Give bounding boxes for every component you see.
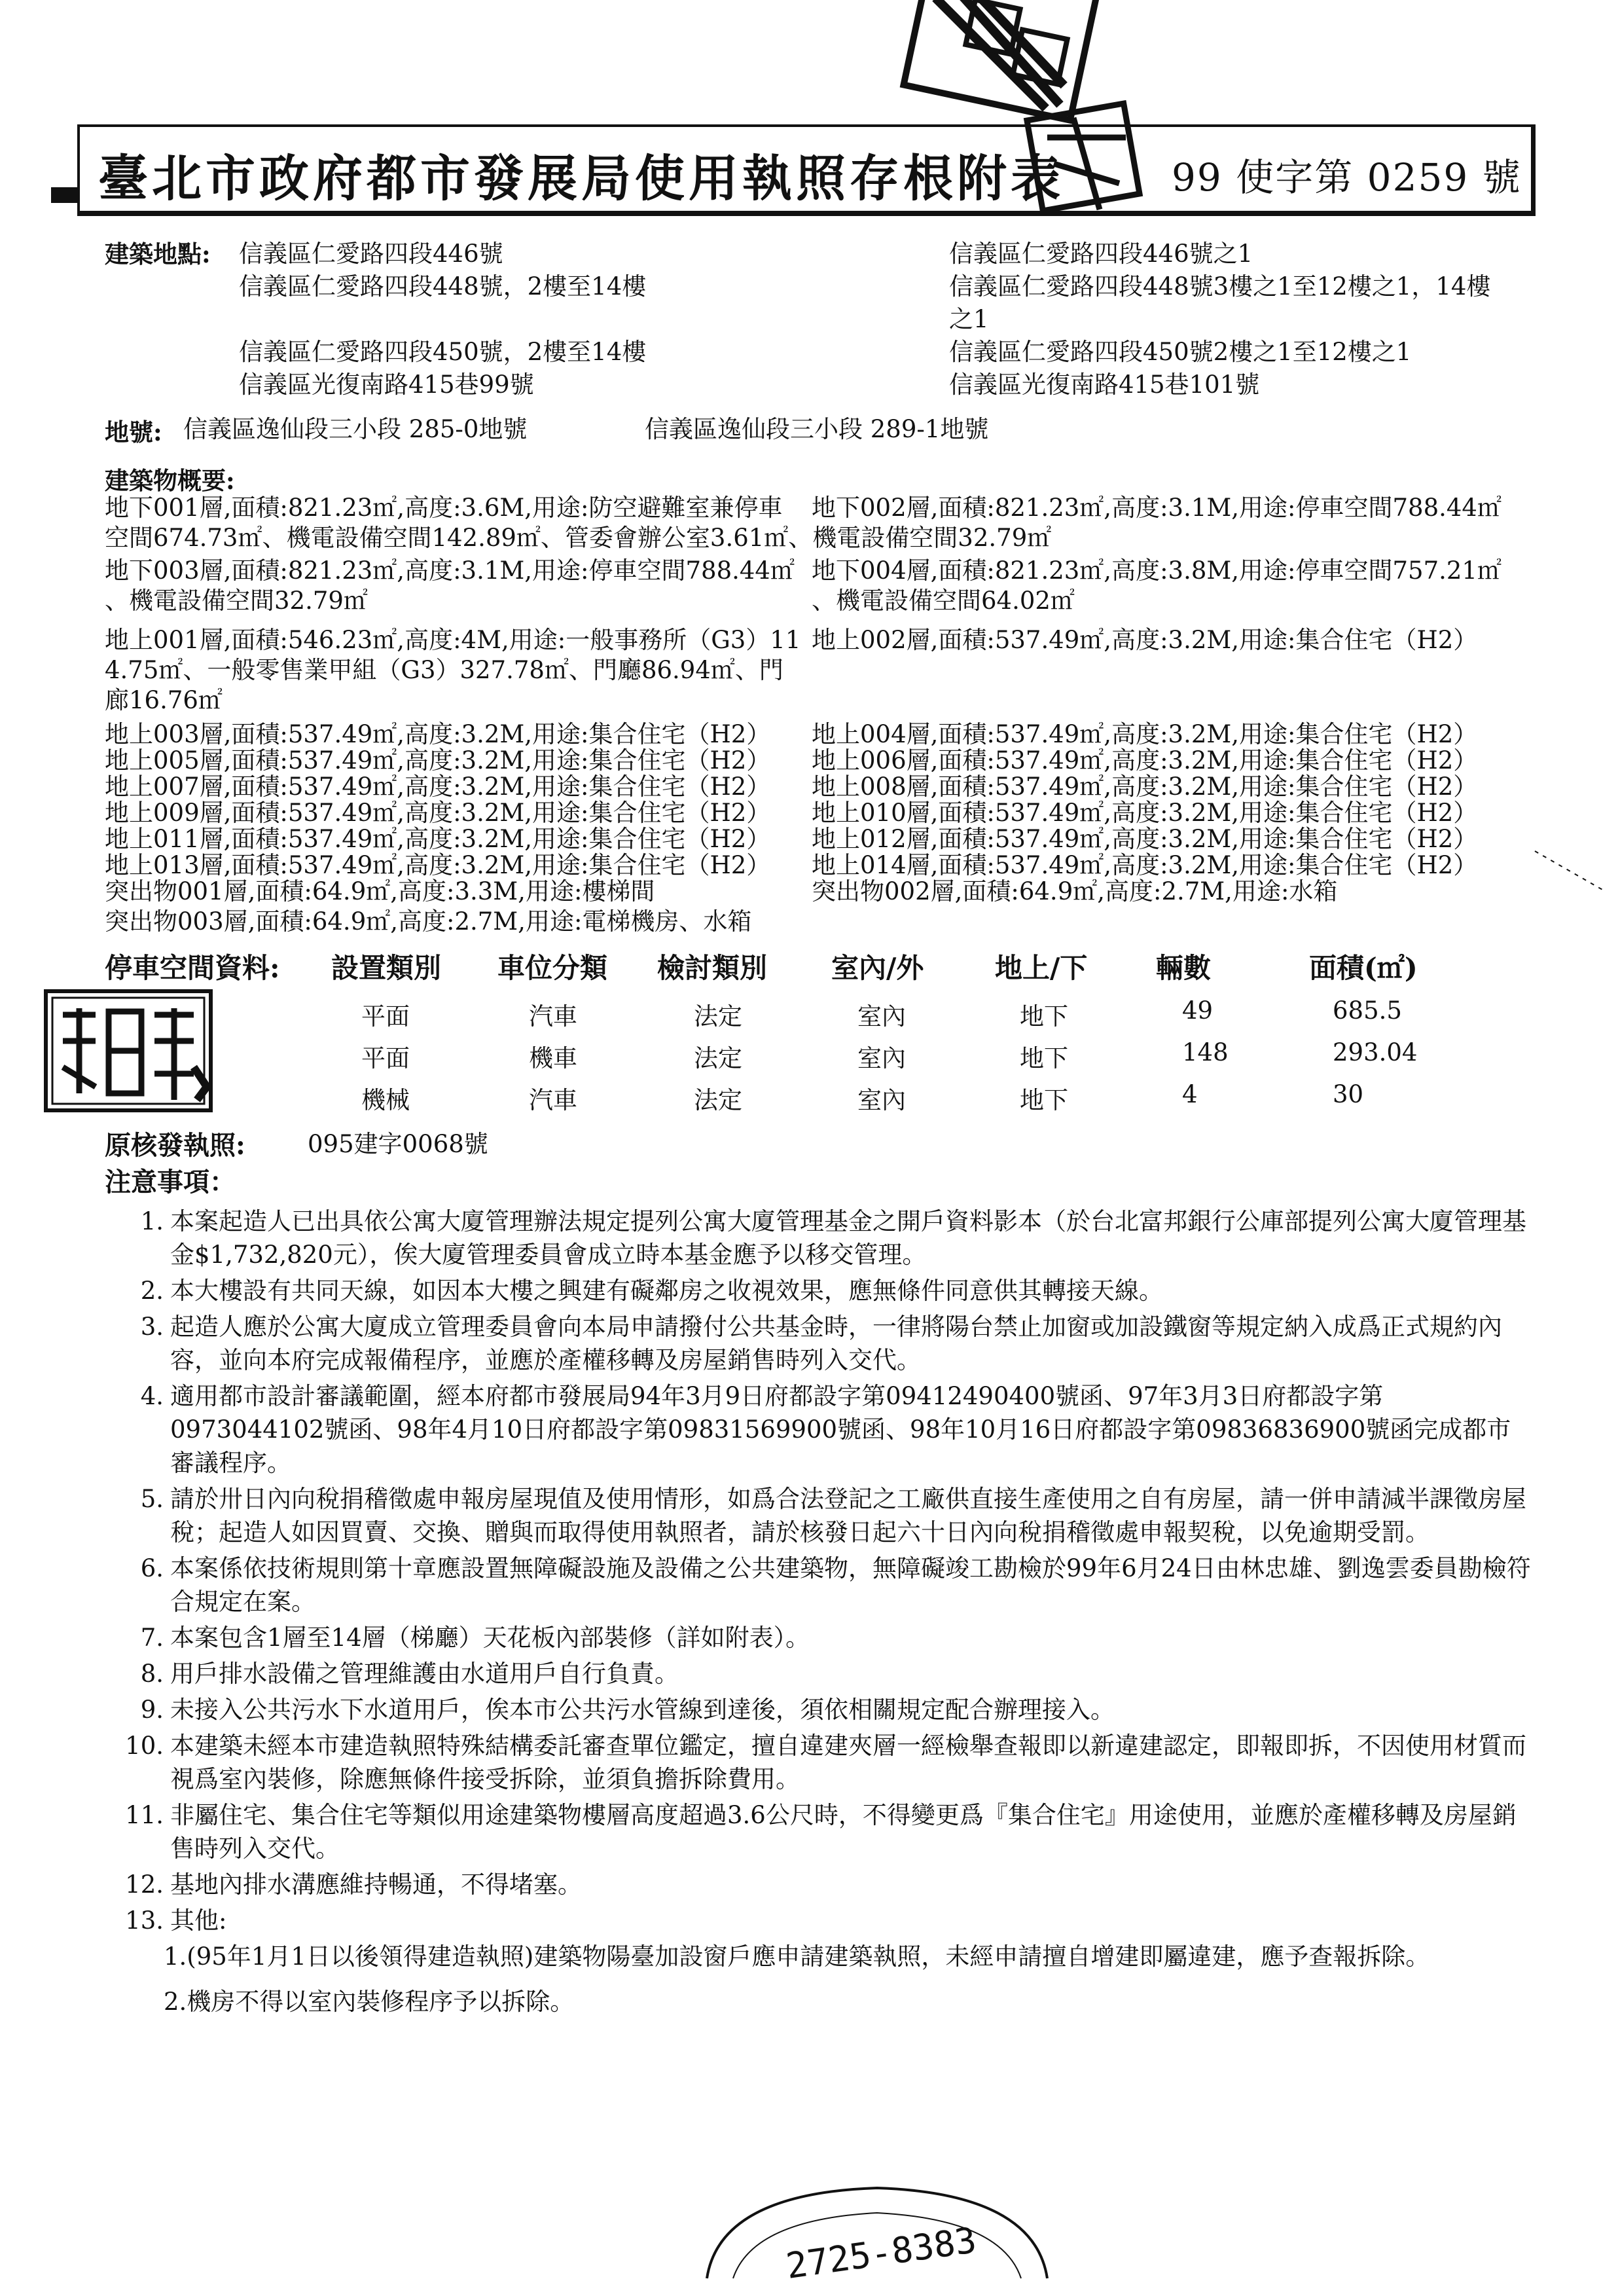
note-number: 5.	[140, 1485, 164, 1513]
floor-left-1: 地上003層,面積:537.49㎡,高度:3.2M,用途:集合住宅（H2）	[105, 720, 771, 748]
parking-header-5: 地上/下	[995, 952, 1088, 984]
note-item	[124, 1904, 1532, 1937]
note-sub-item: 2.機房不得以室內裝修程序予以拆除。	[164, 1988, 575, 2016]
parking-row3-c3: 法定	[694, 1086, 742, 1114]
parking-header-6: 輛數	[1156, 952, 1212, 984]
parking-row3-c2: 汽車	[529, 1086, 577, 1114]
parking-row2-c5: 地下	[1020, 1044, 1068, 1072]
note-number: 3.	[140, 1313, 164, 1341]
floor-right-1: 地上004層,面積:537.49㎡,高度:3.2M,用途:集合住宅（H2）	[812, 720, 1478, 748]
note-item	[124, 1798, 1532, 1865]
address-left-2: 信義區仁愛路四段448號，2樓至14樓	[239, 272, 647, 301]
address-left-1: 信義區仁愛路四段446號	[239, 240, 503, 268]
note-number: 13.	[125, 1906, 164, 1935]
b4-line-1: 地下004層,面積:821.23㎡,高度:3.8M,用途:停車空間757.21㎡	[812, 556, 1501, 585]
left-punch-mark	[51, 187, 77, 203]
original-permit-value: 095建字0068號	[308, 1130, 488, 1158]
note-text: 本案包含1層至14層（梯廳）天花板內部裝修（詳如附表）。	[170, 1624, 810, 1652]
address-left-4: 信義區光復南路415巷99號	[239, 371, 534, 399]
parking-row2-c4: 室內	[857, 1044, 906, 1072]
f1-line-3: 廊16.76㎡	[105, 686, 223, 714]
floor-left-7: 突出物001層,面積:64.9㎡,高度:3.3M,用途:樓梯間	[105, 877, 655, 905]
b1-line-1: 地下001層,面積:821.23㎡,高度:3.6M,用途:防空避難室兼停車	[105, 494, 783, 522]
parking-row1-c3: 法定	[694, 1002, 742, 1030]
note-text: 其他:	[170, 1906, 227, 1935]
official-seal	[43, 989, 213, 1113]
note-text: 非屬住宅、集合住宅等類似用途建築物樓層高度超過3.6公尺時，不得變更爲『集合住宅』用途使用，並應於產權移轉及房屋銷售時列入交代。	[170, 1801, 1517, 1863]
parking-header-1: 設置類別	[331, 952, 442, 984]
floor-left-4: 地上009層,面積:537.49㎡,高度:3.2M,用途:集合住宅（H2）	[105, 799, 771, 827]
floor-right-4: 地上010層,面積:537.49㎡,高度:3.2M,用途:集合住宅（H2）	[812, 799, 1478, 827]
f2-line: 地上002層,面積:537.49㎡,高度:3.2M,用途:集合住宅（H2）	[812, 626, 1478, 654]
parking-row2-c1: 平面	[361, 1044, 410, 1072]
parking-header-4: 室內/外	[831, 952, 924, 984]
note-text: 本大樓設有共同天線，如因本大樓之興建有礙鄰房之收視效果，應無條件同意供其轉接天線。	[170, 1277, 1163, 1305]
note-number: 8.	[140, 1660, 164, 1688]
address-right-2: 信義區仁愛路四段448號3樓之1至12樓之1，14樓	[949, 272, 1491, 301]
note-number: 11.	[125, 1801, 164, 1829]
note-number: 6.	[140, 1554, 164, 1582]
notes-label: 注意事項：	[105, 1167, 236, 1197]
parking-row2-c2: 機車	[529, 1044, 577, 1072]
parking-row2-c7: 293.04	[1333, 1038, 1418, 1066]
parking-row2-c3: 法定	[694, 1044, 742, 1072]
b1-line-2: 空間674.73㎡、機電設備空間142.89㎡、管委會辦公室3.61㎡、機電設備空間32.79㎡	[105, 524, 1052, 552]
b2-line: 地下002層,面積:821.23㎡,高度:3.1M,用途:停車空間788.44㎡	[812, 494, 1501, 522]
b4-line-2: 、機電設備空間64.02㎡	[812, 587, 1075, 615]
lot-left: 信義區逸仙段三小段 285-0地號	[183, 415, 528, 443]
note-number: 10.	[125, 1732, 164, 1760]
note-text: 本案係依技術規則第十章應設置無障礙設施及設備之公共建築物，無障礙竣工勘檢於99年6月24日由林忠雄、劉逸雲委員勘檢符合規定在案。	[170, 1554, 1531, 1616]
permit-number: 99 使字第 0259 號	[1172, 155, 1522, 200]
note-text: 用戶排水設備之管理維護由水道用戶自行負責。	[170, 1660, 679, 1688]
b3-line-1: 地下003層,面積:821.23㎡,高度:3.1M,用途:停車空間788.44㎡	[105, 556, 795, 585]
address-left-3: 信義區仁愛路四段450號，2樓至14樓	[239, 338, 647, 366]
note-text: 基地內排水溝應維持暢通，不得堵塞。	[170, 1870, 582, 1899]
parking-row1-c1: 平面	[361, 1002, 410, 1030]
lot-right: 信義區逸仙段三小段 289-1地號	[645, 415, 989, 443]
parking-row2-c6: 148	[1182, 1038, 1229, 1066]
note-number: 7.	[140, 1624, 164, 1652]
parking-header-2: 車位分類	[497, 952, 608, 984]
note-sub-item: 1.(95年1月1日以後領得建造執照)建築物陽臺加設窗戶應申請建築執照，未經申請擅自增建即屬違建，應予查報拆除。	[164, 1942, 1430, 1971]
note-item	[124, 1552, 1532, 1618]
original-permit-label: 原核發執照:	[105, 1130, 245, 1161]
note-text: 請於卅日內向稅捐稽徵處申報房屋現值及使用情形，如爲合法登記之工廠供直接生產使用之自有房屋，請一併申請減半課徵房屋稅；起造人如因買賣、交換、贈與而取得使用執照者，請於核發日起六十日內向稅捐稽徵處申報契稅，以免逾期受罰。	[170, 1485, 1526, 1546]
floor-left-3: 地上007層,面積:537.49㎡,高度:3.2M,用途:集合住宅（H2）	[105, 773, 771, 801]
parking-header-3: 檢討類別	[657, 952, 768, 984]
note-text: 適用都市設計審議範圍，經本府都市發展局94年3月9日府都設字第09412490400號函、97年3月3日府都設字第0973044102號函、98年4月10日府都設字第09831569900號函、98年10月16日府都設字第09836836900號函完成都市審議程序。	[170, 1382, 1511, 1477]
parking-row3-c6: 4	[1182, 1080, 1198, 1108]
note-text: 起造人應於公寓大廈成立管理委員會向本局申請撥付公共基金時，一律將陽台禁止加窗或加設鐵窗等規定納入成爲正式規約內容，並向本府完成報備程序，並應於產權移轉及房屋銷售時列入交代。	[170, 1313, 1502, 1374]
address-right-3: 之1	[949, 305, 989, 333]
parking-row3-c1: 機械	[361, 1086, 410, 1114]
note-item	[124, 1482, 1532, 1549]
bottom-stamp-number: 2725-8383	[783, 2219, 979, 2287]
floor-right-3: 地上008層,面積:537.49㎡,高度:3.2M,用途:集合住宅（H2）	[812, 773, 1478, 801]
note-item	[124, 1868, 1532, 1901]
notes-list	[124, 1205, 1532, 2030]
floor-right-2: 地上006層,面積:537.49㎡,高度:3.2M,用途:集合住宅（H2）	[812, 746, 1478, 774]
page-title: 臺北市政府都市發展局使用執照存根附表	[98, 149, 1064, 208]
note-number: 12.	[125, 1870, 164, 1899]
note-number: 9.	[140, 1696, 164, 1724]
note-text: 本案起造人已出具依公寓大廈管理辦法規定提列公寓大廈管理基金之開戶資料影本（於台北富邦銀行公庫部提列公寓大廈管理基金$1,732,820元），俟大廈管理委員會成立時本基金應予以移交管理。	[170, 1207, 1526, 1269]
parking-row3-c5: 地下	[1020, 1086, 1068, 1114]
address-label: 建築地點:	[105, 240, 211, 268]
note-item	[124, 1729, 1532, 1796]
note-number: 2.	[140, 1277, 164, 1305]
floor-left-5: 地上011層,面積:537.49㎡,高度:3.2M,用途:集合住宅（H2）	[105, 825, 771, 853]
address-right-1: 信義區仁愛路四段446號之1	[949, 240, 1253, 268]
note-text: 本建築未經本市建造執照特殊結構委託審查單位鑑定，擅自違建夾層一經檢舉查報即以新違建認定，即報即拆，不因使用材質而視爲室內裝修，除應無條件接受拆除，並須負擔拆除費用。	[170, 1732, 1526, 1793]
floor-left-8: 突出物003層,面積:64.9㎡,高度:2.7M,用途:電梯機房、水箱	[105, 907, 752, 936]
address-right-4: 信義區仁愛路四段450號2樓之1至12樓之1	[949, 338, 1412, 366]
address-right-5: 信義區光復南路415巷101號	[949, 371, 1260, 399]
note-item	[124, 1310, 1532, 1377]
f1-line-1: 地上001層,面積:546.23㎡,高度:4M,用途:一般事務所（G3）11	[105, 626, 801, 654]
parking-row3-c7: 30	[1333, 1080, 1364, 1108]
parking-row1-c4: 室內	[857, 1002, 906, 1030]
parking-label: 停車空間資料:	[105, 952, 280, 984]
floor-left-2: 地上005層,面積:537.49㎡,高度:3.2M,用途:集合住宅（H2）	[105, 746, 771, 774]
parking-row1-c5: 地下	[1020, 1002, 1068, 1030]
note-item	[124, 1274, 1532, 1307]
note-number: 1.	[140, 1207, 164, 1235]
b3-line-2: 、機電設備空間32.79㎡	[105, 587, 368, 615]
edge-scan-mark	[1532, 845, 1610, 897]
parking-row1-c2: 汽車	[529, 1002, 577, 1030]
note-number: 4.	[140, 1382, 164, 1410]
note-item	[124, 1205, 1532, 1271]
lot-label: 地號:	[105, 418, 162, 446]
parking-header-7: 面積(㎡)	[1309, 952, 1418, 984]
floor-right-6: 地上014層,面積:537.49㎡,高度:3.2M,用途:集合住宅（H2）	[812, 851, 1478, 879]
building-label: 建築物概要:	[105, 466, 235, 495]
floor-right-5: 地上012層,面積:537.49㎡,高度:3.2M,用途:集合住宅（H2）	[812, 825, 1478, 853]
parking-row1-c6: 49	[1182, 996, 1214, 1025]
floor-right-7: 突出物002層,面積:64.9㎡,高度:2.7M,用途:水箱	[812, 877, 1338, 905]
parking-row3-c4: 室內	[857, 1086, 906, 1114]
note-item	[124, 1657, 1532, 1690]
note-item	[124, 1693, 1532, 1726]
f1-line-2: 4.75㎡、一般零售業甲組（G3）327.78㎡、門廳86.94㎡、門	[105, 656, 783, 684]
note-item	[124, 1379, 1532, 1480]
note-text: 未接入公共污水下水道用戶，俟本市公共污水管線到達後，須依相關規定配合辦理接入。	[170, 1696, 1115, 1724]
parking-row1-c7: 685.5	[1333, 996, 1402, 1025]
note-item	[124, 1621, 1532, 1654]
floor-left-6: 地上013層,面積:537.49㎡,高度:3.2M,用途:集合住宅（H2）	[105, 851, 771, 879]
